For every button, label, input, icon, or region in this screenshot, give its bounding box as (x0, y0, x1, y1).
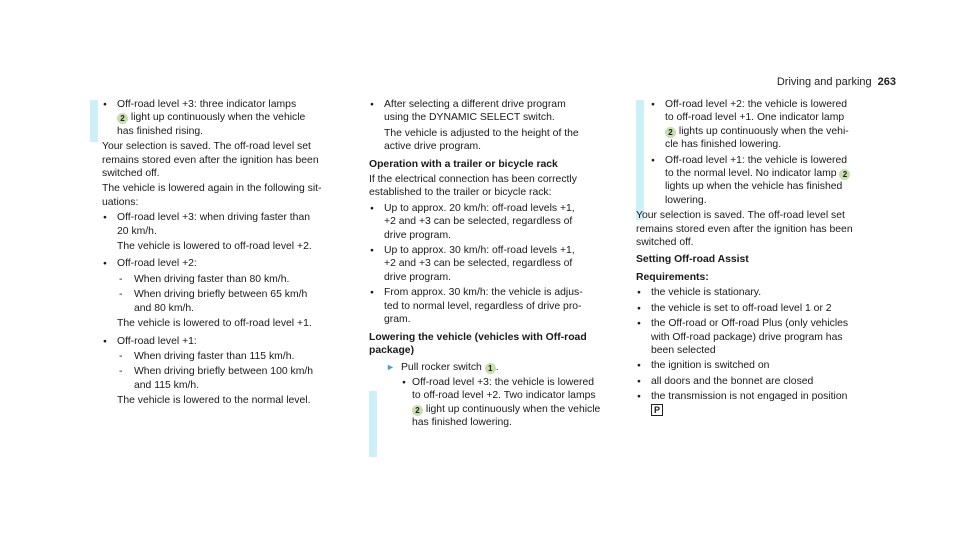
text-line: Off-road level +3: when driving faster than (117, 212, 311, 224)
text-line: has finished lowering. (412, 416, 512, 428)
indented-text: The vehicle is lowered to off-road level +1. (117, 318, 312, 330)
indented-text: The vehicle is lowered to off-road level +2. (117, 241, 312, 253)
list-item (650, 154, 900, 208)
text-line: Lowering the vehicle (vehicles with Off-road (369, 331, 587, 343)
marker-2-icon: 2 (839, 169, 850, 180)
text-line: ted to normal level, regardless of drive pro- (384, 300, 582, 312)
text-line: cle has finished lowering. (665, 139, 782, 151)
text-line: switched off. (102, 168, 160, 180)
text-line: lowering. (665, 194, 707, 206)
list-item (650, 98, 900, 152)
text-line: established to the trailer or bicycle rack: (369, 187, 552, 199)
text-line: the transmission is not engaged in position (651, 391, 848, 403)
list-item: ● the vehicle is stationary. (636, 286, 900, 299)
text-line: lights up continuously when the vehi- (678, 125, 849, 137)
sub-item: - When driving faster than 80 km/h. (102, 273, 360, 286)
text-line: switched off. (636, 237, 694, 249)
paragraph (636, 209, 900, 249)
text-line: Pull rocker switch (401, 362, 482, 374)
sub-item: - When driving faster than 115 km/h. (102, 350, 360, 363)
text-line: Up to approx. 30 km/h: off-road levels +1, (384, 245, 575, 257)
instruction-block (369, 361, 629, 429)
sub-item (102, 365, 360, 392)
highlight-bar (90, 100, 98, 142)
page-number: 263 (877, 76, 896, 88)
text-line: 20 km/h. (117, 225, 157, 237)
text-line: Your selection is saved. The off-road level set (102, 141, 311, 153)
sub-item (102, 288, 360, 315)
list-item: ● Off-road level +2: (102, 257, 360, 270)
text-line: remains stored even after the ignition has been (636, 223, 853, 235)
text-line: has finished rising. (117, 125, 204, 137)
column-2 (369, 98, 629, 431)
indented-text (369, 127, 629, 154)
column-1 (102, 98, 360, 412)
indented-text: The vehicle is lowered to the normal level. (117, 395, 311, 407)
section-heading (369, 331, 629, 358)
list-item (636, 390, 900, 417)
text-line: After selecting a different drive program (384, 99, 566, 110)
text-line: If the electrical connection has been correctly (369, 174, 577, 186)
marker-2-icon: 2 (412, 405, 423, 416)
text-line: the Off-road or Off-road Plus (only vehicles (651, 318, 849, 330)
page-header (777, 76, 896, 89)
text-line: Up to approx. 20 km/h: off-road levels +1, (384, 202, 575, 214)
text-line: Off-road level +3: the vehicle is lowered (412, 376, 595, 388)
section-title: Driving and parking (776, 76, 872, 88)
marker-1-icon: 1 (485, 363, 496, 374)
column-3 (636, 98, 900, 419)
park-position-icon: P (651, 404, 663, 416)
text-line: When driving briefly between 65 km/h (134, 289, 308, 301)
text-line: From approx. 30 km/h: the vehicle is adjus- (384, 287, 583, 299)
list-item: ● all doors and the bonnet are closed (636, 375, 900, 388)
text-line: been selected (651, 344, 716, 356)
list-item (102, 211, 360, 238)
text-line: Your selection is saved. The off-road level set (636, 210, 845, 222)
text-line: The vehicle is lowered again in the following sit- (102, 183, 322, 195)
list-item (401, 376, 629, 430)
section-heading: Operation with a trailer or bicycle rack (369, 158, 558, 170)
text-line: gram. (384, 314, 411, 326)
subheading: Requirements: (636, 271, 709, 283)
text-line: using the DYNAMIC SELECT switch. (384, 112, 555, 124)
text-line: Off-road level +3: three indicator lamps (117, 99, 297, 110)
text-line: to the normal level. No indicator lamp (665, 168, 837, 180)
list-item (102, 98, 360, 138)
text-line: and 115 km/h. (134, 379, 200, 391)
list-item: ● Off-road level +1: (102, 335, 360, 348)
text-line: remains stored even after the ignition has been (102, 154, 319, 166)
text-line: When driving briefly between 100 km/h (134, 366, 314, 378)
text-line: light up continuously when the vehicle (425, 403, 601, 415)
list-item (369, 202, 629, 242)
text-line: The vehicle is adjusted to the height of the (384, 127, 579, 139)
text-line: drive program. (384, 229, 451, 241)
text-line: with Off-road package) drive program has (651, 331, 843, 343)
text-line: Off-road level +1: the vehicle is lowered (665, 154, 848, 166)
text-line: to off-road level +2. Two indicator lamps (412, 390, 596, 402)
text-line: package) (369, 344, 415, 356)
marker-2-icon: 2 (665, 127, 676, 138)
instruction-step: ► Pull rocker switch 1 . (386, 361, 629, 374)
list-item (636, 317, 900, 357)
text-line: drive program. (384, 271, 451, 283)
text-line: +2 and +3 can be selected, regardless of (384, 216, 573, 228)
text-line: active drive program. (384, 141, 482, 153)
list-item (369, 286, 629, 326)
text-line: +2 and +3 can be selected, regardless of (384, 258, 573, 270)
text-line: lights up when the vehicle has finished (665, 181, 843, 193)
list-item (369, 98, 629, 125)
text-line: Off-road level +2: the vehicle is lowered (665, 99, 848, 110)
paragraph (102, 182, 360, 209)
paragraph (102, 140, 360, 180)
text-line: uations: (102, 196, 139, 208)
list-item (369, 244, 629, 284)
section-heading: Setting Off-road Assist (636, 254, 749, 266)
marker-2-icon: 2 (117, 113, 128, 124)
text-line: light up continuously when the vehicle (130, 112, 306, 124)
continued-list (636, 98, 900, 207)
text-line: and 80 km/h. (134, 302, 195, 314)
paragraph (369, 173, 629, 200)
list-item: ● the vehicle is set to off-road level 1 or 2 (636, 302, 900, 315)
list-item: ● the ignition is switched on (636, 359, 900, 372)
text-line: to off-road level +1. One indicator lamp (665, 112, 845, 124)
